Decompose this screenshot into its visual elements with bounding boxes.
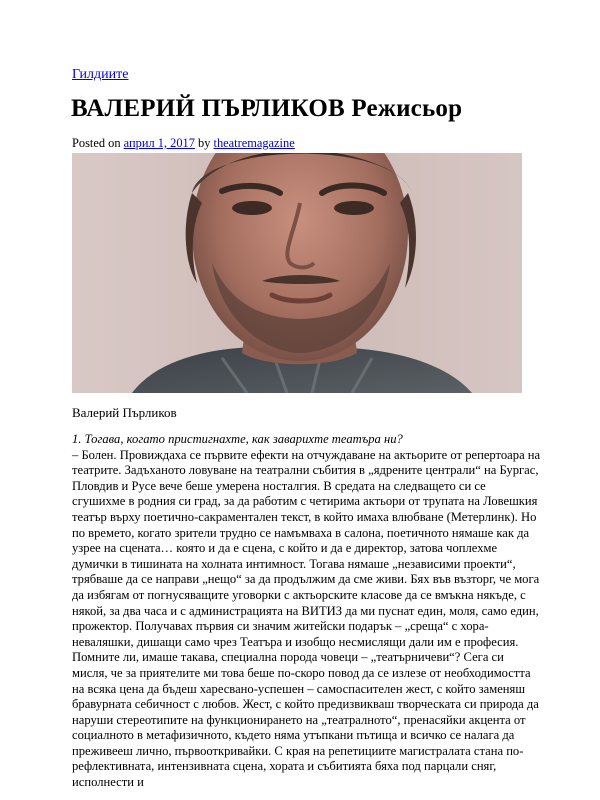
interview-question: 1. Тогава, когато пристигнахте, как заварихте театъра ни?	[72, 432, 403, 446]
article-body	[72, 432, 542, 791]
photo-caption: Валерий Пърликов	[72, 405, 177, 420]
category-link[interactable]: Гилдиите	[72, 67, 129, 82]
portrait-photo	[72, 153, 522, 393]
portrait-illustration	[72, 153, 522, 393]
author-link[interactable]: theatremagazine	[213, 136, 295, 150]
interview-answer: – Болен. Провиждаха се първите ефекти на отчуждаване на актьорите от репертоара на театрите. Задъханото ловуване на театрални събития в „ядрените централи“ на Бургас, Пловдив и Русе вече беше умерена носталгия. В средата на следващето си се сгушихме в родния си град, за да работим с четирима актьори от трупата на Ловешкия театър върху поетично-сакраментален текст, в който имаха влюбване (Метерлинк). Но по времето, когато зрители трудно се намъмваха в салона, поетичното нямаше как да узрее на сцената… която и да е сцена, с който и да е директор, затова чоплехме думички в тишината на холната интимност. Тогава нямаше „независими проекти“, трябваше да се направи „нещо“ за да продължим да сме живи. Бях във възторг, че мога да избягам от погнусяващите уговорки с актьорските класове да се вмъкна някъде, с някой, за два часа и с администрацията на ВИТИЗ да ми пуснат един, моля, само един, прожектор. Получавах първия си значим житейски подарък – „среща“ с хора-неваляшки, дишащи само чрез Театъра и изобщо несмислящи дали им е професия. Помните ли, имаше такава, специална порода човеци – „театърничеви“? Сега си мисля, че за приятелите ми това беше по-скоро повод да се излезе от необходимостта на всяка цена да бъдеш харесвано-успешен – самоспасителен жест, с който заменяш бравурната себичност с любов. Жест, с който предизвикваш творческата си природа да наруши стереотипите на функционирането на „театралното“, пренасяйки акцента от социалното в метафизичното, където няма утъпкани пътища и всичко се налага да преживееш лично, първооткривайки. С края на репетициите магистралата стана по-рефлективната, интензивната сцена, хората и събитията бяха под парцали сняг, исполнести и	[72, 447, 541, 790]
posted-on-label: Posted on	[72, 136, 121, 150]
by-label: by	[198, 136, 211, 150]
article-title: ВАЛЕРИЙ ПЪРЛИКОВ Режисьор	[71, 95, 463, 122]
post-meta	[72, 136, 295, 151]
post-date-link[interactable]: април 1, 2017	[123, 136, 195, 150]
